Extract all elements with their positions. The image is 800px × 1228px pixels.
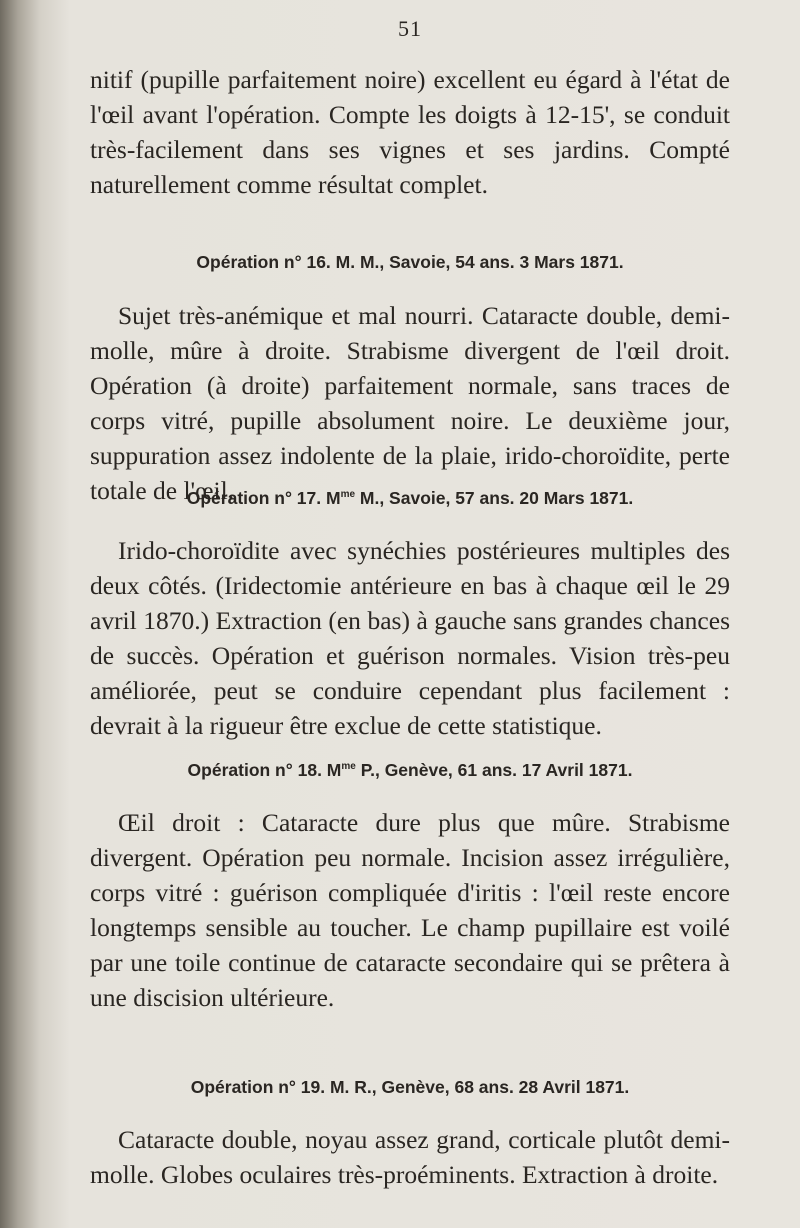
operation-text-19: Cataracte double, noyau assez grand, corticale plutôt demi-molle. Globes oculaires très-proéminents. Extraction à droite.: [90, 1125, 730, 1189]
operation-heading-16: Opération n° 16. M. M., Savoie, 54 ans. 3 Mars 1871.: [196, 252, 624, 272]
operation-heading-19: Opération n° 19. M. R., Genève, 68 ans. 28 Avril 1871.: [190, 1077, 630, 1097]
intro-paragraph: nitif (pupille parfaitement noire) excellent eu égard à l'état de l'œil avant l'opération. Compte les doigts à 12-15', se conduit très-facilement dans ses vignes et ses jardins. Compté naturellement comme résultat complet.: [90, 65, 730, 199]
operation-text-16: Sujet très-anémique et mal nourri. Cataracte double, demi-molle, mûre à droite. Strabisme divergent de l'œil droit. Opération (à droite) parfaitement normale, sans traces de corps vitré, pupille absolument noire. Le deuxième jour, suppuration assez indolente de la plaie, irido-choroïdite, perte totale de l'œil.: [90, 301, 730, 505]
operation-text-18: Œil droit : Cataracte dure plus que mûre. Strabisme divergent. Opération peu normale. Incision assez irrégulière, corps vitré : guérison compliquée d'iritis : l'œil reste encore longtemps sensible au toucher. Le champ pupillaire est voilé par une toile continue de cataracte secondaire qui se prêtera à une discision ultérieure.: [90, 808, 730, 1012]
operation-text-17: Irido-choroïdite avec synéchies postérieures multiples des deux côtés. (Iridectomie antérieure en bas à chaque œil le 29 avril 1870.) Extraction (en bas) à gauche sans grandes chances de succès. Opération et guérison normales. Vision très-peu améliorée, peut se conduire cependant plus facilement : devrait à la rigueur être exclue de cette statistique.: [90, 536, 730, 740]
page-number: 51: [398, 16, 422, 41]
operation-heading-17: Opération n° 17. $M^{me}$ M., Savoie, 57 ans. 20 Mars 1871.: [186, 488, 634, 508]
operation-heading-18: Opération n° 18. $M^{me}$ P., Genève, 61 ans. 17 Avril 1871.: [187, 760, 633, 780]
